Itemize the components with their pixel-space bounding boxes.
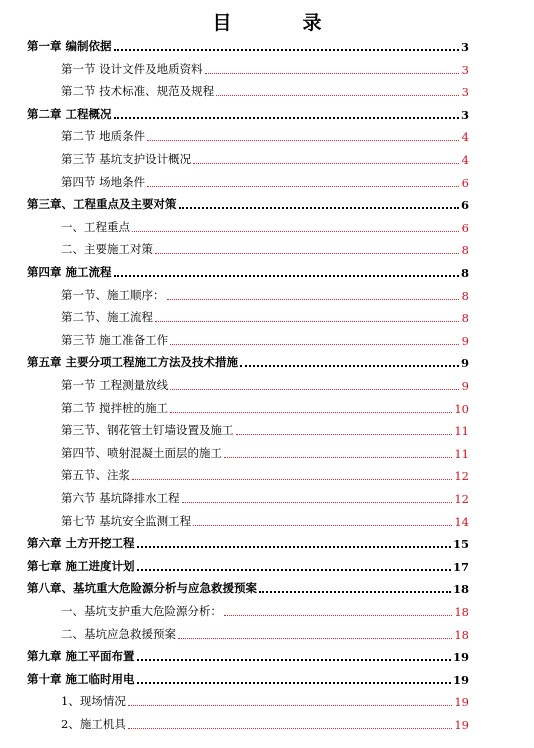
toc-entry-text: 第四节、喷射混凝土面层的施工 <box>61 445 222 460</box>
toc-entry-text: 第四节 场地条件 <box>61 174 146 189</box>
toc-page-number: 8 <box>461 288 469 303</box>
toc-section-entry[interactable] <box>61 377 469 393</box>
toc-entry-text: 2、施工机具 <box>61 717 126 731</box>
toc-dot-leader <box>114 275 459 277</box>
toc-dot-leader <box>147 186 459 187</box>
toc-dot-leader <box>137 682 451 684</box>
toc-dot-leader <box>205 73 459 74</box>
toc-dot-leader <box>236 434 453 435</box>
toc-dot-leader <box>128 705 453 706</box>
toc-section-entry[interactable] <box>61 287 469 303</box>
toc-chapter-entry[interactable] <box>27 558 469 574</box>
toc-page-number: 15 <box>452 537 469 552</box>
toc-dot-leader <box>155 321 459 322</box>
toc-section-entry[interactable] <box>61 693 469 709</box>
toc-page-number: 6 <box>461 220 469 235</box>
toc-chapter-entry[interactable] <box>27 580 469 596</box>
toc-section-entry[interactable] <box>61 445 469 461</box>
toc-section-entry[interactable] <box>61 626 469 642</box>
toc-section-entry[interactable] <box>61 603 469 619</box>
toc-entry-text: 第一节 设计文件及地质资料 <box>61 61 203 76</box>
toc-entry-text: 第三节 施工准备工作 <box>61 332 169 347</box>
toc-entry-text: 第九章 施工平面布置 <box>27 649 135 664</box>
toc-entry-text: 二、基坑应急救援预案 <box>61 626 176 641</box>
toc-title: 目 录 <box>212 12 348 34</box>
toc-chapter-entry[interactable] <box>27 38 469 54</box>
toc-entry-text: 第三节、钢花管土钉墙设置及施工 <box>61 423 234 438</box>
toc-chapter-entry[interactable] <box>27 264 469 280</box>
toc-section-entry[interactable] <box>61 61 469 77</box>
toc-chapter-entry[interactable] <box>27 196 469 212</box>
toc-entry-text: 1、现场情况 <box>61 694 126 709</box>
toc-entry-text: 第二章 工程概况 <box>27 106 112 121</box>
toc-dot-leader <box>128 728 453 729</box>
toc-entry-text: 第二节 搅拌桩的施工 <box>61 400 169 415</box>
toc-page-number: 3 <box>461 62 469 77</box>
toc-page-number: 18 <box>452 582 469 597</box>
toc-entry-text: 第三节 基坑支护设计概况 <box>61 152 192 166</box>
toc-entry-text: 第一节 工程测量放线 <box>61 378 169 392</box>
toc-page-number: 9 <box>460 356 469 371</box>
toc-page-number: 4 <box>461 153 469 167</box>
toc-page-number: 14 <box>454 514 469 529</box>
toc-page-number: 11 <box>454 446 469 461</box>
toc-dot-leader <box>147 140 459 141</box>
toc-dot-leader <box>132 479 452 480</box>
toc-section-entry[interactable] <box>61 241 469 257</box>
toc-dot-leader <box>182 502 453 503</box>
toc-page-number: 12 <box>454 492 469 506</box>
toc-page-number: 3 <box>461 85 469 100</box>
toc-page-number: 12 <box>454 469 469 484</box>
toc-page-number: 6 <box>461 175 469 190</box>
toc-page-number: 19 <box>454 718 469 732</box>
toc-page-number: 6 <box>460 198 469 213</box>
toc-section-entry[interactable] <box>61 490 469 506</box>
toc-entry-text: 第一节、施工顺序： <box>61 287 165 302</box>
toc-section-entry[interactable] <box>61 332 469 348</box>
toc-section-entry[interactable] <box>61 400 469 416</box>
toc-section-entry[interactable] <box>61 467 469 483</box>
toc-page-number: 18 <box>454 605 469 619</box>
toc-entry-text: 第十章 施工临时用电 <box>27 671 135 686</box>
toc-page-number: 3 <box>460 40 469 54</box>
toc-dot-leader <box>114 49 459 51</box>
toc-dot-leader <box>216 95 459 96</box>
toc-dot-leader <box>137 546 451 548</box>
toc-chapter-entry[interactable] <box>27 354 469 370</box>
toc-dot-leader <box>179 207 459 209</box>
toc-dot-leader <box>132 231 459 232</box>
toc-entry-text: 第六章 土方开挖工程 <box>27 536 135 551</box>
toc-page-number: 17 <box>452 559 469 574</box>
toc-page-number: 19 <box>454 695 469 710</box>
toc-dot-leader <box>137 659 451 661</box>
toc-entry-text: 第五节、注浆 <box>61 468 130 483</box>
toc-page-number: 8 <box>460 266 469 280</box>
toc-entry-text: 第二节、施工流程 <box>61 310 153 325</box>
toc-dot-leader <box>114 117 459 119</box>
toc-section-entry[interactable] <box>61 174 469 190</box>
toc-page-number: 10 <box>454 401 469 416</box>
toc-entry-text: 第二节 技术标准、规范及规程 <box>61 84 215 99</box>
toc-section-entry[interactable] <box>61 309 469 325</box>
toc-entry-text: 第六节 基坑降排水工程 <box>61 491 180 505</box>
toc-dot-leader <box>224 457 452 458</box>
toc-dot-leader <box>170 412 452 413</box>
toc-entry-text: 第二节 地质条件 <box>61 129 146 144</box>
toc-page-number: 9 <box>461 379 469 393</box>
toc-entry-text: 第七节 基坑安全监测工程 <box>61 513 192 528</box>
toc-page-number: 18 <box>454 627 469 642</box>
toc-page-number: 3 <box>460 107 469 122</box>
toc-section-entry[interactable] <box>61 716 469 732</box>
toc-page-number: 8 <box>461 243 469 258</box>
toc-dot-leader <box>167 299 460 300</box>
toc-dot-leader <box>137 569 451 571</box>
toc-section-entry[interactable] <box>61 128 469 144</box>
toc-section-entry[interactable] <box>61 513 469 529</box>
toc-entry-text: 第四章 施工流程 <box>27 265 112 279</box>
toc-dot-leader <box>178 638 452 639</box>
toc-page-number: 19 <box>452 650 469 665</box>
toc-page-number: 9 <box>461 333 469 348</box>
toc-chapter-entry[interactable] <box>27 106 469 122</box>
toc-section-entry[interactable] <box>61 83 469 99</box>
toc-entry-text: 第五章 主要分项工程施工方法及技术措施 <box>27 355 239 370</box>
toc-dot-leader <box>259 591 451 593</box>
toc-entry-text: 第八章、基坑重大危险源分析与应急救援预案 <box>27 581 257 596</box>
toc-entry-text: 第三章、工程重点及主要对策 <box>27 197 177 212</box>
toc-entry-text: 二、主要施工对策 <box>61 242 153 257</box>
toc-dot-leader <box>224 615 452 616</box>
toc-section-entry[interactable] <box>61 219 469 235</box>
toc-entry-text: 第一章 编制依据 <box>27 39 112 53</box>
toc-dot-leader <box>155 253 459 254</box>
toc-dot-leader <box>193 525 452 526</box>
toc-dot-leader <box>170 344 459 345</box>
toc-dot-leader <box>170 389 459 390</box>
toc-entry-text: 第七章 施工进度计划 <box>27 558 135 573</box>
toc-page-number: 4 <box>461 130 469 145</box>
toc-chapter-entry[interactable] <box>27 671 469 687</box>
toc-page-number: 11 <box>454 424 469 439</box>
toc-chapter-entry[interactable] <box>27 648 469 664</box>
toc-section-entry[interactable] <box>61 151 469 167</box>
toc-entry-text: 一、基坑支护重大危险源分析： <box>61 604 222 618</box>
toc-page-number: 8 <box>461 311 469 326</box>
toc-dot-leader <box>240 365 459 367</box>
toc-entry-text: 一、工程重点 <box>61 219 130 234</box>
toc-section-entry[interactable] <box>61 422 469 438</box>
toc-dot-leader <box>193 163 459 164</box>
toc-chapter-entry[interactable] <box>27 535 469 551</box>
toc-page-number: 19 <box>452 672 469 687</box>
